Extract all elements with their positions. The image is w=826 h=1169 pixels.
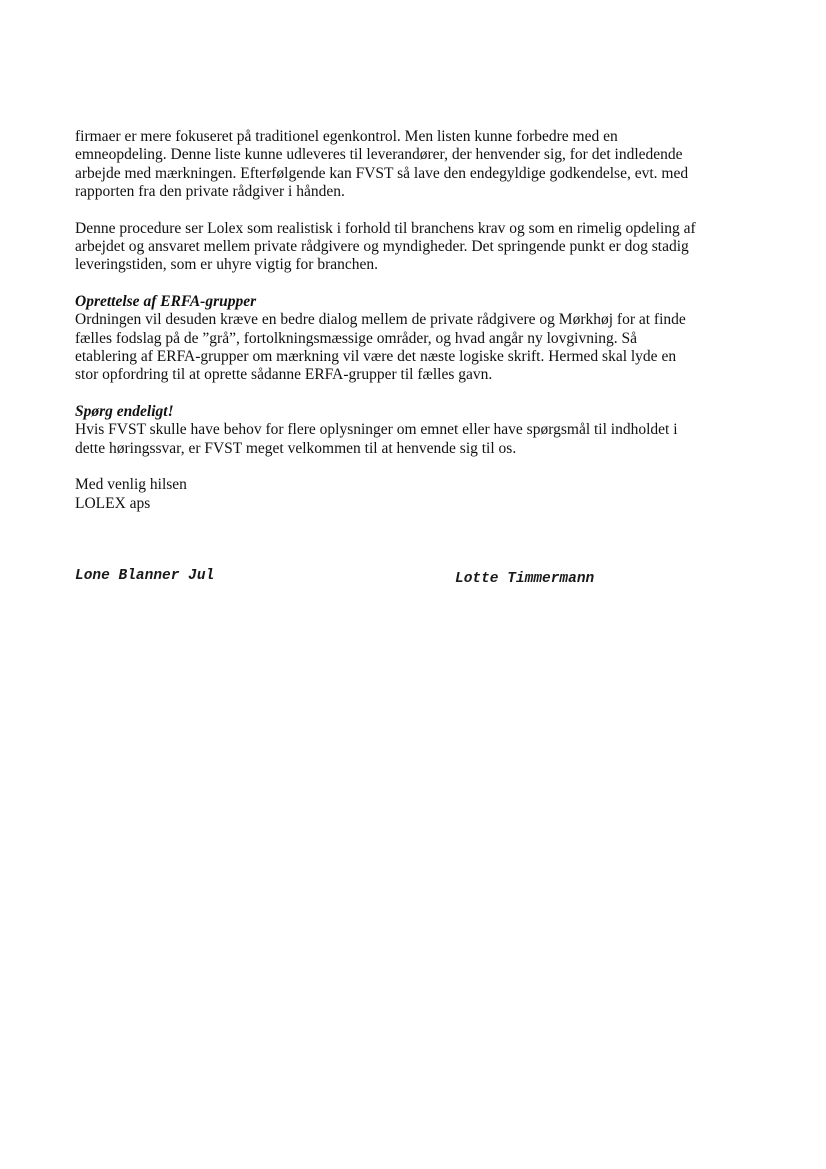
closing-greeting: Med venlig hilsen [75,476,187,494]
signature-left: Lone Blanner Jul [75,568,215,584]
paragraph-line: dette høringssvar, er FVST meget velkommen til at henvende sig til os. [75,439,517,457]
paragraph-line: arbejde med mærkningen. Efterfølgende kan FVST så lave den endegyldige godkendelse, evt. med [75,164,689,182]
company-name: LOLEX aps [75,494,151,512]
paragraph-1 [75,128,755,202]
section-erfa-groups [75,293,755,385]
paragraph-spacer [75,275,755,293]
paragraph-line: fælles fodslag på de ”grå”, fortolkningsmæssige områder, og hvad angår ny lovgivning. Så [75,329,637,347]
paragraph-line: leveringstiden, som er uhyre vigtig for branchen. [75,256,379,274]
signature-right: Lotte Timmermann [455,571,595,587]
paragraph-line: stor opfordring til at oprette sådanne ERFA-grupper til fælles gavn. [75,366,493,384]
paragraph-line: etablering af ERFA-grupper om mærkning vil være det næste logiske skrift. Hermed skal lyde en [75,348,677,366]
paragraph-line: firmaer er mere fokuseret på traditionel egenkontrol. Men listen kunne forbedre med en [75,128,618,145]
signature-block [75,568,755,592]
section-heading: Spørg endeligt! [75,402,174,420]
letter-body [75,128,755,513]
paragraph-line: rapporten fra den private rådgiver i hånden. [75,183,345,201]
section-heading: Oprettelse af ERFA-grupper [75,292,257,310]
paragraph-2 [75,220,755,275]
paragraph-spacer [75,458,755,476]
paragraph-line: emneopdeling. Denne liste kunne udleveres til leverandører, der henvender sig, for det indledende [75,146,683,164]
section-questions [75,403,755,458]
paragraph-line: Denne procedure ser Lolex som realistisk i forhold til branchens krav og som en rimelig opdeling af [75,219,696,237]
paragraph-line: Ordningen vil desuden kræve en bedre dialog mellem de private rådgivere og Mørkhøj for at finde [75,311,686,329]
paragraph-line: Hvis FVST skulle have behov for flere oplysninger om emnet eller have spørgsmål til indholdet i [75,421,678,439]
closing-block [75,476,755,513]
paragraph-spacer [75,202,755,220]
paragraph-line: arbejdet og ansvaret mellem private rådgivere og myndigheder. Det springende punkt er dog stadig [75,238,689,256]
paragraph-spacer [75,385,755,403]
